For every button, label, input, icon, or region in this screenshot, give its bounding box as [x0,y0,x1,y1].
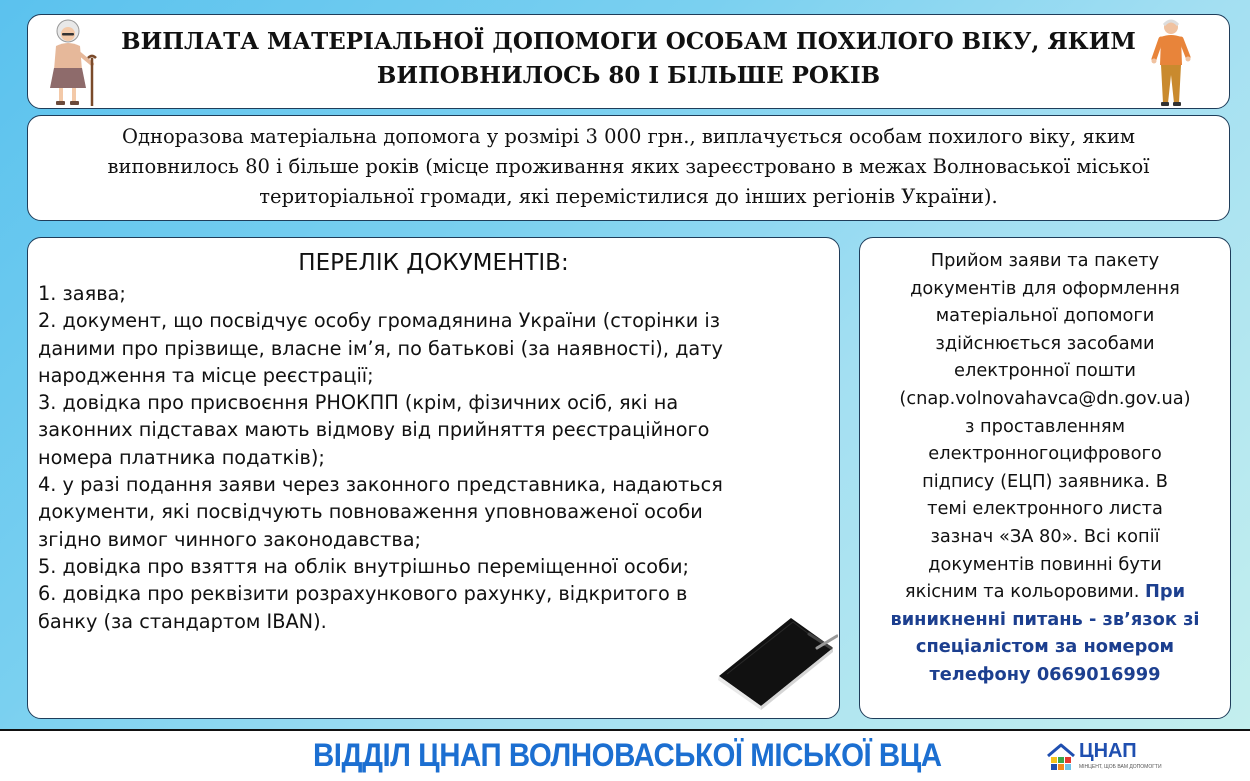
reception-line-text: якісним та кольоровими. [904,581,1146,603]
page-title [118,25,1139,93]
title-line-2: ВИПОВНИЛОСЬ 80 І БІЛЬШЕ РОКІВ [376,62,881,89]
title-line-1: ВИПЛАТА МАТЕРІАЛЬНОЇ ДОПОМОГИ ОСОБАМ ПОХИЛОГО ВІКУ, ЯКИМ [121,28,1136,55]
list-item: 6. довідка про реквізити розрахункового рахунку, відкритого в [38,582,688,606]
contact-note: спеціалістом за номером [915,636,1175,658]
header-banner [27,14,1230,109]
intro-line-2: виповнилось 80 і більше років (місце проживання яких зареєстровано в межах Волноваської міської [107,155,1150,178]
reception-line [868,578,1222,606]
list-item: 5. довідка про взяття на облік внутрішньо переміщенної особи; [38,554,690,578]
list-item: номера платника податків); [38,445,325,469]
reception-text [868,247,1222,689]
elderly-woman-with-cane-icon [48,18,100,108]
logo-text: ЦНАП [1079,740,1137,762]
reception-line: матеріальної допомоги [935,305,1155,327]
reception-line: Прийом заяви та пакету [930,250,1160,271]
email-address: (cnap.volnovahavca@dn.gov.ua) [899,387,1191,409]
logo-subtitle: МІНЦЕНТ, ЩОБ ВАМ ДОПОМОГТИ [1079,764,1162,770]
intro-line-1: Одноразова матеріальна допомога у розмірі 3 000 грн., виплачується особам похилого віку, яким [121,125,1136,148]
reception-line: з проставленням [964,415,1126,437]
intro-line-3: територіальної громади, які перемістилися до інших регіонів України). [259,185,998,208]
notebook-with-pen-icon [713,614,838,710]
contact-note: виникненні питань - зв’язок зі [890,608,1200,630]
reception-info-box [859,237,1231,719]
phone-number: 0669016999 [1036,663,1161,685]
documents-heading: ПЕРЕЛІК ДОКУМЕНТІВ: [298,250,569,276]
footer-title: ВІДДІЛ ЦНАП ВОЛНОВАСЬКОЇ МІСЬКОЇ ВЦА [313,737,942,773]
list-item: банку (за стандартом IBAN). [38,609,327,633]
reception-line: електронногоцифрового [928,443,1162,465]
reception-line: електронної пошти [954,360,1136,382]
reception-line: зазнач «ЗА 80». Всі копії [930,525,1160,547]
footer-bar [0,729,1250,781]
reception-line: здійснюється засобами [935,332,1155,354]
list-item: 4. у разі подання заяви через законного представника, надаються [38,473,723,497]
documents-list [38,280,829,635]
elderly-man-icon [1151,17,1191,109]
list-item: законних підставах мають відмову від прийняття реєстраційного [38,418,710,442]
list-item: згідно вимог чинного законодавства; [38,527,422,551]
cnap-house-logo-icon [1046,742,1076,776]
list-item: даними про прізвище, власне ім’я, по батькові (за наявності), дату [38,336,723,360]
contact-note-start: При [1145,581,1186,603]
list-item: 1. заява; [38,282,126,305]
list-item: 3. довідка про присвоєння РНОКПП (крім, фізичних осіб, які на [38,391,679,415]
contact-phone-line [868,661,1222,689]
reception-line: документів повинні бути [928,553,1162,575]
list-item: документи, які посвідчують повноваження уповноваженої особи [38,500,703,524]
reception-line: підпису (ЕЦП) заявника. В [922,470,1168,492]
reception-line: документів для оформлення [910,277,1180,299]
intro-box [27,115,1230,221]
cnap-logo [1046,739,1162,779]
intro-text [48,122,1209,212]
reception-line: темі електронного листа [927,498,1163,520]
list-item: народження та місце реєстрації; [38,363,374,387]
list-item: 2. документ, що посвідчує особу громадянина України (сторінки із [38,309,720,333]
phone-label: телефону [929,663,1037,685]
documents-list-box [27,237,840,719]
